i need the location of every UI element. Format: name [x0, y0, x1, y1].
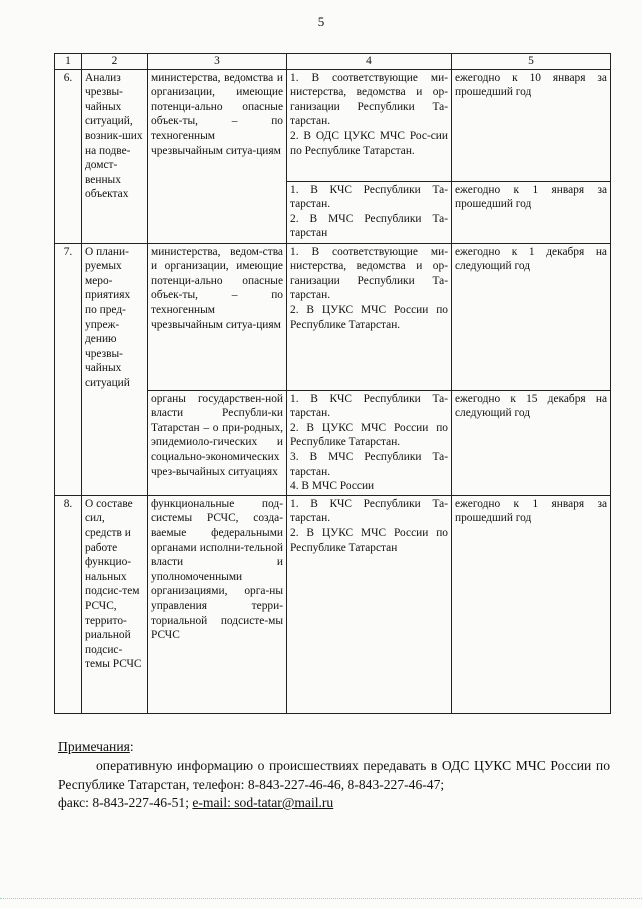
- reporting-table: [54, 53, 611, 714]
- row-number: 8.: [55, 495, 82, 713]
- scan-edge-line: [0, 898, 642, 902]
- row-deadline: ежегодно к 10 января за прошедший год: [452, 69, 611, 181]
- notes-title: Примечания: [58, 739, 130, 754]
- notes-section: [58, 738, 610, 813]
- row-source: органы государствен-ной власти Республи-ки Татарстан – о при-родных, эпидемиоло-гических и социально-экономических чрез-вычайных ситуациях: [148, 390, 287, 495]
- notes-heading: [58, 738, 610, 757]
- row-deadline: ежегодно к 1 января за прошедший год: [452, 495, 611, 713]
- row-number: 6.: [55, 69, 82, 243]
- row-recipients: [287, 181, 452, 243]
- row-source: министерства, ведом-ства и организации, имеющие потенци-ально опасные объек-ты, – по техногенным чрезвычайным ситуа-циям: [148, 243, 287, 390]
- recipient-item: 2. В МЧС Республики Та-тарстан: [290, 212, 448, 240]
- recipient-item: 2. В ЦУКС МЧС России по Республике Татарстан.: [290, 303, 448, 331]
- row-recipients: [287, 69, 452, 181]
- row-topic: Анализ чрезвы-чайных ситуаций, возник-ших на подве-домст-венных объектах: [82, 69, 148, 243]
- notes-contact-line: [58, 794, 610, 813]
- column-header: 1: [55, 54, 82, 70]
- column-header: 3: [148, 54, 287, 70]
- row-number: 7.: [55, 243, 82, 495]
- column-header: 2: [82, 54, 148, 70]
- table-header-row: [55, 54, 611, 70]
- row-source: министерства, ведомства и организации, имеющие потенци-ально опасные объек-ты, – по техногенным чрезвычайным ситуа-циям: [148, 69, 287, 243]
- table-row: [55, 495, 611, 713]
- page-number: 5: [317, 14, 325, 29]
- recipient-item: 2. В ОДС ЦУКС МЧС Рос-сии по Республике Татарстан.: [290, 129, 448, 157]
- row-source: функциональные под-системы РСЧС, созда-ваемые федеральными органами исполни-тельной власти и уполномоченными организациями, орга-ны управления терри-ториальной подсисте-мы РСЧС: [148, 495, 287, 713]
- column-header: 4: [287, 54, 452, 70]
- row-topic: О плани-руемых меро-приятиях по пред-упреж-дению чрезвы-чайных ситуаций: [82, 243, 148, 495]
- recipient-item: 2. В ЦУКС МЧС России по Республике Татарстан: [290, 526, 448, 554]
- row-recipients: [287, 243, 452, 390]
- row-deadline: ежегодно к 15 декабря на следующий год: [452, 390, 611, 495]
- notes-title-colon: :: [129, 739, 134, 754]
- recipient-item: 4. В МЧС России: [290, 480, 375, 493]
- recipient-item: 1. В КЧС Республики Та-тарстан.: [290, 497, 448, 525]
- table-row: [55, 69, 611, 181]
- recipient-item: 1. В КЧС Республики Та-тарстан.: [290, 183, 448, 211]
- row-recipients: [287, 495, 452, 713]
- notes-body: оперативную информацию о происшествиях передавать в ОДС ЦУКС МЧС России по Республике Татарстан, телефон: 8-843-227-46-46, 8-843-227-46-47;: [58, 757, 610, 792]
- notes-fax: факс: 8-843-227-46-51;: [58, 795, 193, 811]
- row-deadline: ежегодно к 1 января за прошедший год: [452, 181, 611, 243]
- row-deadline: ежегодно к 1 декабря на следующий год: [452, 243, 611, 390]
- recipient-item: 1. В КЧС Республики Та-тарстан.: [290, 392, 448, 420]
- row-recipients: [287, 390, 452, 495]
- recipient-item: 2. В ЦУКС МЧС России по Республике Татарстан.: [290, 421, 448, 449]
- recipient-item: 1. В соответствующие ми-нистерства, ведомства и ор-ганизации Республики Та-тарстан.: [290, 71, 448, 128]
- notes-email-link[interactable]: e-mail: sod-tatar@mail.ru: [192, 795, 334, 811]
- column-header: 5: [452, 54, 611, 70]
- recipient-item: 1. В соответствующие ми-нистерства, ведомства и ор-ганизации Республики Та-тарстан.: [290, 245, 448, 302]
- recipient-item: 3. В МЧС Республики Та-тарстан.: [290, 450, 448, 478]
- row-topic: О составе сил, средств и работе функцио-нальных подсис-тем РСЧС, террито-риальной подсис-темы РСЧС: [82, 495, 148, 713]
- table-row: [55, 243, 611, 390]
